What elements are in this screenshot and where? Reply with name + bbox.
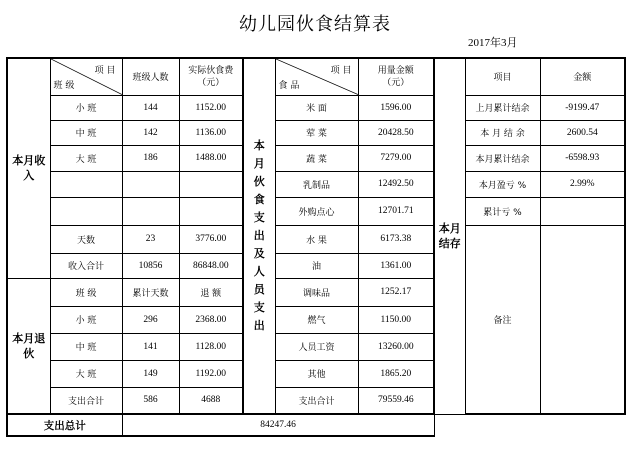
spending-row-amount: 1865.20 <box>358 360 434 387</box>
balance-item-header: 项目 <box>465 58 540 95</box>
remark-label: 备注 <box>465 225 540 414</box>
spending-corner-header: 项 目 食 品 <box>275 58 358 95</box>
income-total-amount: 86848.00 <box>179 253 243 278</box>
income-days-amount: 3776.00 <box>179 225 243 253</box>
spending-row-amount: 6173.38 <box>358 225 434 253</box>
income-row-amount <box>179 171 243 197</box>
income-children-header: 班级人数 <box>122 58 179 95</box>
refund-days-header: 累计天数 <box>122 278 179 306</box>
spending-total-amount: 79559.46 <box>358 387 434 414</box>
spending-row-name: 外购点心 <box>275 197 358 225</box>
income-row-count: 144 <box>122 95 179 120</box>
income-row-name: 中 班 <box>50 120 122 145</box>
grand-total-label: 支出总计 <box>7 414 122 436</box>
spending-row-name: 燃气 <box>275 306 358 333</box>
spending-row-amount: 12492.50 <box>358 171 434 197</box>
refund-row-amount: 1128.00 <box>179 333 243 360</box>
spending-row-name: 荤 菜 <box>275 120 358 145</box>
income-section-label: 本月收入 <box>7 58 50 278</box>
refund-total-days: 586 <box>122 387 179 414</box>
spending-row-name: 油 <box>275 253 358 278</box>
balance-row-name: 本月累计结余 <box>465 145 540 171</box>
income-row-count <box>122 197 179 225</box>
refund-class-header: 班 级 <box>50 278 122 306</box>
refund-row-amount: 1192.00 <box>179 360 243 387</box>
income-row-count: 186 <box>122 145 179 171</box>
spending-row-amount: 1596.00 <box>358 95 434 120</box>
spending-row-amount: 1252.17 <box>358 278 434 306</box>
income-row-amount: 1136.00 <box>179 120 243 145</box>
refund-section-label: 本月退伙 <box>7 278 50 414</box>
refund-row-name: 大 班 <box>50 360 122 387</box>
refund-row-name: 中 班 <box>50 333 122 360</box>
grand-total-value: 84247.46 <box>122 414 434 436</box>
balance-row-amount: -9199.47 <box>540 95 625 120</box>
balance-row-name: 本月盈亏 % <box>465 171 540 197</box>
spending-row-name: 米 面 <box>275 95 358 120</box>
balance-row-name: 累计亏 % <box>465 197 540 225</box>
spending-total-label: 支出合计 <box>275 387 358 414</box>
spending-row-name: 乳制品 <box>275 171 358 197</box>
settlement-table <box>6 57 626 437</box>
refund-amount-header: 退 额 <box>179 278 243 306</box>
refund-row-amount: 2368.00 <box>179 306 243 333</box>
spending-row-name: 人员工资 <box>275 333 358 360</box>
income-total-label: 收入合计 <box>50 253 122 278</box>
page-title: 幼儿园伙食结算表 <box>239 14 391 35</box>
balance-row-amount: 2.99% <box>540 171 625 197</box>
balance-row-amount: -6598.93 <box>540 145 625 171</box>
income-days-count: 23 <box>122 225 179 253</box>
report-date: 2017年3月 <box>468 37 518 49</box>
spending-row-amount: 20428.50 <box>358 120 434 145</box>
income-row-amount: 1488.00 <box>179 145 243 171</box>
spending-row-name: 调味品 <box>275 278 358 306</box>
income-row-name <box>50 171 122 197</box>
balance-row-name: 本 月 结 余 <box>465 120 540 145</box>
income-row-name: 小 班 <box>50 95 122 120</box>
refund-row-name: 小 班 <box>50 306 122 333</box>
balance-amount-header: 金额 <box>540 58 625 95</box>
income-corner-header: 项 目 班 级 <box>50 58 122 95</box>
refund-total-label: 支出合计 <box>50 387 122 414</box>
income-row-count <box>122 171 179 197</box>
balance-section-label: 本月结存 <box>434 58 465 414</box>
income-cost-header: 实际伙食费 （元） <box>179 58 243 95</box>
income-row-amount <box>179 197 243 225</box>
spending-row-amount: 12701.71 <box>358 197 434 225</box>
refund-row-days: 149 <box>122 360 179 387</box>
income-total-count: 10856 <box>122 253 179 278</box>
spending-row-amount: 13260.00 <box>358 333 434 360</box>
spending-row-name: 水 果 <box>275 225 358 253</box>
balance-row-amount: 2600.54 <box>540 120 625 145</box>
spending-section-label: 本月伙食支出及人员支出 <box>243 58 275 414</box>
spending-row-amount: 7279.00 <box>358 145 434 171</box>
spending-row-amount: 1361.00 <box>358 253 434 278</box>
income-days-label: 天数 <box>50 225 122 253</box>
remark-value <box>540 225 625 414</box>
balance-row-amount <box>540 197 625 225</box>
spending-amount-header: 用量金额 （元） <box>358 58 434 95</box>
income-row-name: 大 班 <box>50 145 122 171</box>
spending-row-amount: 1150.00 <box>358 306 434 333</box>
spending-row-name: 其他 <box>275 360 358 387</box>
income-row-name <box>50 197 122 225</box>
refund-row-days: 141 <box>122 333 179 360</box>
income-row-count: 142 <box>122 120 179 145</box>
spending-row-name: 蔬 菜 <box>275 145 358 171</box>
refund-total-amount: 4688 <box>179 387 243 414</box>
income-row-amount: 1152.00 <box>179 95 243 120</box>
refund-row-days: 296 <box>122 306 179 333</box>
balance-row-name: 上月累计结余 <box>465 95 540 120</box>
